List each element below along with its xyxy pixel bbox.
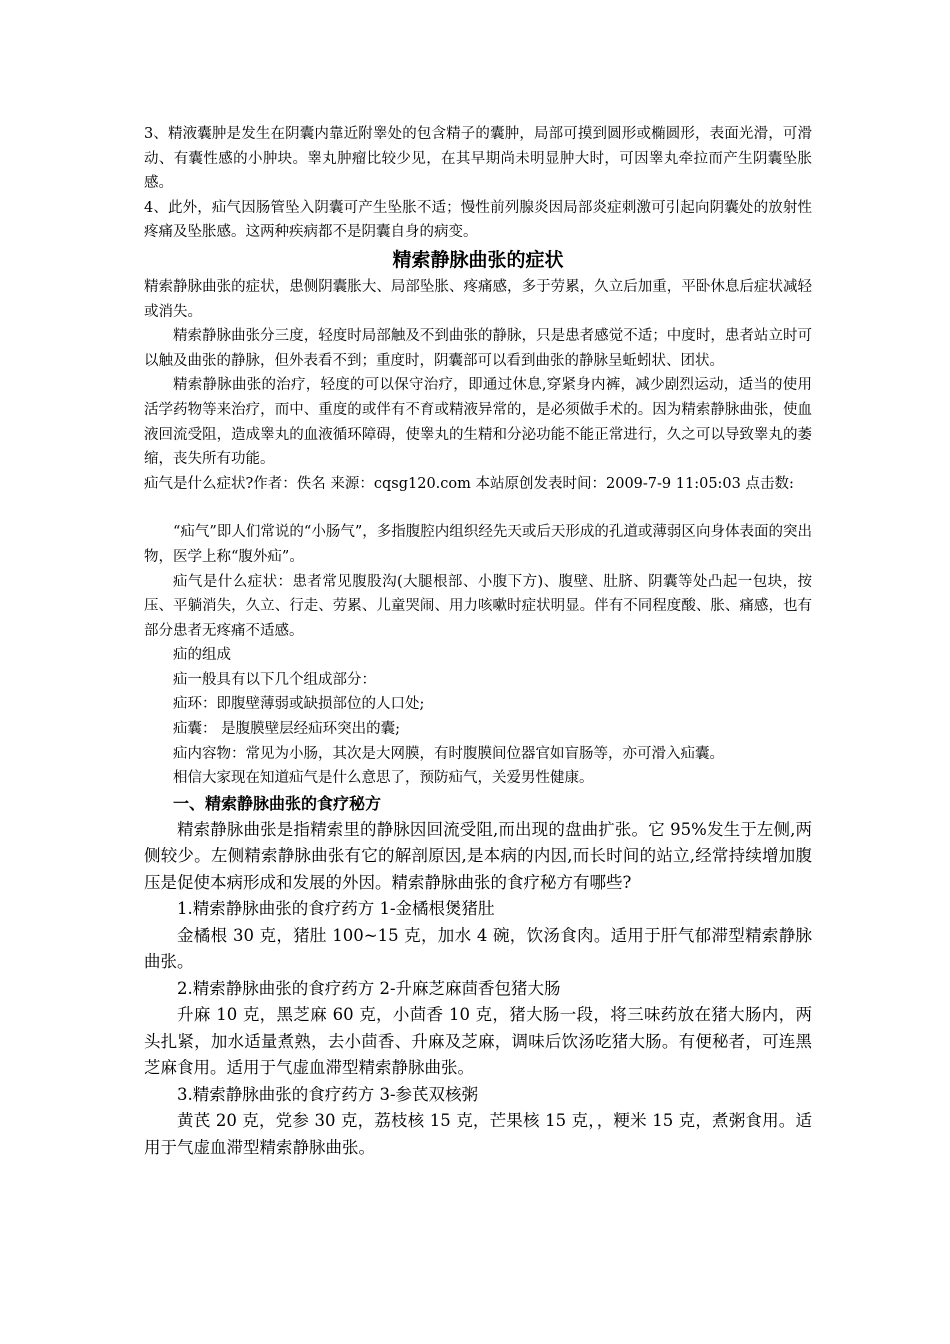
hernia-ring: 疝环：即腹壁薄弱或缺损部位的人口处;: [173, 696, 425, 713]
diet-section-heading: 一、精索静脉曲张的食疗秘方: [173, 793, 382, 813]
section-title: 精索静脉曲张的症状: [392, 248, 564, 271]
recipe-2-title: 2.精索静脉曲张的食疗药方 2-升麻芝麻茴香包猪大肠: [177, 978, 561, 998]
intro-item-4: 4、此外，疝气因肠管坠入阴囊可产生坠胀不适；慢性前列腺炎因局部炎症刺激可引起向阴囊处的放射性疼痛及坠胀感。这两种疾病都不是阴囊自身的病变。: [144, 199, 812, 241]
symptoms-paragraph: 精索静脉曲张的症状，患侧阴囊胀大、局部坠胀、疼痛感，多于劳累，久立后加重，平卧休息后症状减轻或消失。: [144, 278, 812, 320]
article-meta: 疝气是什么症状?作者：佚名 来源：cqsg120.com 本站原创发表时间：2009-7-9 11:05:03 点击数:: [144, 475, 794, 492]
recipe-1-title: 1.精索静脉曲张的食疗药方 1-金橘根煲猪肚: [177, 899, 495, 919]
diet-intro: 精索静脉曲张是指精索里的静脉因回流受阻,而出现的盘曲扩张。它 95%发生于左侧,两侧较少。左侧精索静脉曲张有它的解剖原因,是本病的内因,而长时间的站立,经常持续增加腹压是促使本病形成和发展的外因。精索静脉曲张的食疗秘方有哪些?: [144, 819, 812, 892]
intro-item-3: 3、精液囊肿是发生在阴囊内靠近附睾处的包含精子的囊肿，局部可摸到圆形或椭圆形，表面光滑，可滑动、有囊性感的小肿块。睾丸肿瘤比较少见，在其早期尚未明显肿大时，可因睾丸牵拉而产生阴囊坠胀感。: [144, 126, 812, 192]
hernia-definition: “疝气”即人们常说的“小肠气”，多指腹腔内组织经先天或后天形成的孔道或薄弱区向身体表面的突出物，医学上称“腹外疝”。: [144, 524, 812, 565]
hernia-symptoms: 疝气是什么症状：患者常见腹股沟(大腿根部、小腹下方)、腹壁、肚脐、阴囊等处凸起一包块，按压、平躺消失，久立、行走、劳累、儿童哭闹、用力咳嗽时症状明显。伴有不同程度酸、胀、痛感，也有部分患者无疼痛不适感。: [144, 573, 812, 639]
hernia-composition-title: 疝的组成: [173, 647, 231, 664]
hernia-conclusion: 相信大家现在知道疝气是什么意思了，预防疝气，关爱男性健康。: [173, 770, 594, 787]
treatment-paragraph: 精索静脉曲张的治疗，轻度的可以保守治疗，即通过休息,穿紧身内裤，减少剧烈运动，适当的使用活学药物等来治疗，而中、重度的或伴有不育或精液异常的，是必须做手术的。因为精索静脉曲张，使血液回流受阻，造成睾丸的血液循环障碍，使睾丸的生精和分泌功能不能正常进行，久之可以导致睾丸的萎缩，丧失所有功能。: [144, 377, 812, 468]
recipe-3-body: 黄芪 20 克，党参 30 克，荔枝核 15 克，芒果核 15 克，，粳米 15 克，煮粥食用。适用于气虚血滞型精索静脉曲张。: [144, 1111, 812, 1157]
hernia-composition-intro: 疝一般具有以下几个组成部分：: [173, 671, 376, 688]
grades-paragraph: 精索静脉曲张分三度，轻度时局部触及不到曲张的静脉，只是患者感觉不适；中度时，患者站立时可以触及曲张的静脉，但外表看不到；重度时，阴囊部可以看到曲张的静脉呈蚯蚓状、团状。: [144, 328, 812, 369]
document-page: [144, 122, 812, 1161]
hernia-sac: 疝囊： 是腹膜壁层经疝环突出的囊;: [173, 721, 400, 738]
recipe-2-body: 升麻 10 克，黑芝麻 60 克，小茴香 10 克，猪大肠一段，将三味药放在猪大肠内，两头扎紧，加水适量煮熟，去小茴香、升麻及芝麻，调味后饮汤吃猪大肠。有便秘者，可连黑芝麻食用。适用于气虚血滞型精索静脉曲张。: [144, 1005, 812, 1078]
hernia-contents: 疝内容物：常见为小肠，其次是大网膜，有时腹膜间位器官如盲肠等，亦可滑入疝囊。: [173, 745, 724, 762]
recipe-1-body: 金橘根 30 克，猪肚 100~15 克，加水 4 碗，饮汤食肉。适用于肝气郁滞型精索静脉曲张。: [144, 925, 812, 972]
recipe-3-title: 3.精索静脉曲张的食疗药方 3-参芪双核粥: [177, 1084, 479, 1104]
